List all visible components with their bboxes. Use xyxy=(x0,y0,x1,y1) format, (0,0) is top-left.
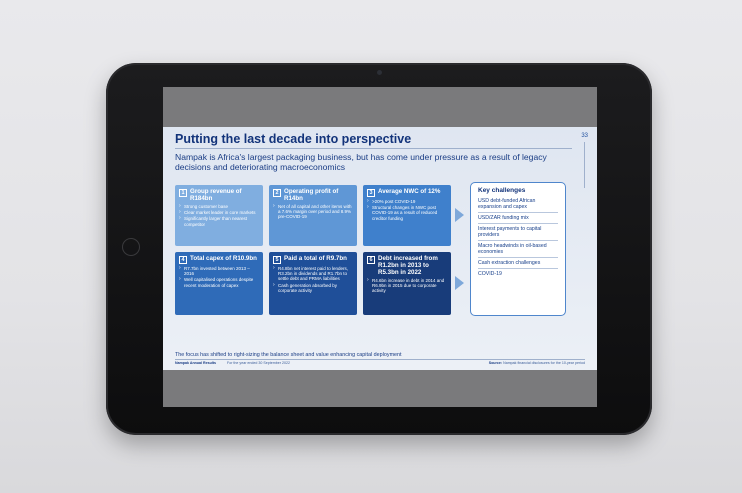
card-paid-total xyxy=(269,252,357,315)
key-challenge-item: Interest payments to capital providers xyxy=(478,224,558,241)
card-number: 3 xyxy=(367,189,375,197)
card-bullet: › R4.6bn increase in debt in 2014 and R6.9bn in 2015 due to corporate activity xyxy=(367,278,447,294)
arrow-right-icon xyxy=(455,276,464,290)
footer-source-label: Source: xyxy=(488,361,503,365)
tablet-device xyxy=(106,63,652,435)
card-title: Average NWC of 12% xyxy=(378,188,441,195)
footer-period: For the year ended 30 September 2022 xyxy=(227,361,290,365)
card-bullet: › Net of all capital and other items with a 7.6% margin over period and 8.9% pre-COVID-19 xyxy=(273,204,353,220)
key-challenge-item: USD debt-funded African expansion and capex xyxy=(478,196,558,213)
arrow-right-icon xyxy=(455,208,464,222)
card-bullet: › R7.7bn invested between 2013 – 2016 xyxy=(179,266,259,276)
card-number: 2 xyxy=(273,189,281,197)
card-average-nwc xyxy=(363,185,451,246)
card-bullet: › >20% post COVID-19 xyxy=(367,199,447,204)
card-title: Total capex of R10.9bn xyxy=(190,255,257,262)
card-number: 4 xyxy=(179,256,187,264)
card-bullet: › Cash generation absorbed by corporate activity xyxy=(273,283,353,293)
key-challenge-item: COVID-19 xyxy=(478,271,502,277)
key-challenges-title: Key challenges xyxy=(478,187,526,194)
card-number: 5 xyxy=(273,256,281,264)
slide-subtitle: Nampak is Africa's largest packaging business, but has come under pressure as a result of legacy decisions and deteriorating macroeconomics xyxy=(175,152,547,172)
card-title: Group revenue of R184bn xyxy=(190,188,242,202)
card-bullet: › Structural changes in NWC post COVID-19 as a result of reduced creditor funding xyxy=(367,205,447,221)
footer-source xyxy=(489,361,585,365)
card-title: Paid a total of R9.7bn xyxy=(284,255,347,262)
card-bullet: › Well capitalised operations despite recent moderation of capex xyxy=(179,277,259,287)
key-challenge-item: USD/ZAR funding mix xyxy=(478,213,558,224)
key-challenge-item: Macro headwinds in oil-based economies xyxy=(478,241,558,258)
card-total-capex xyxy=(175,252,263,315)
page-number: 33 xyxy=(581,133,588,139)
key-challenges-panel xyxy=(470,182,566,316)
tablet-screen xyxy=(163,87,597,407)
card-bullet: › Strong customer base xyxy=(179,204,259,209)
footer-source-text: Nampak financial disclosures for the 10-year period xyxy=(503,361,585,365)
presentation-slide xyxy=(163,127,597,370)
card-bullet: › Significantly larger than nearest competitor xyxy=(179,216,259,226)
title-divider xyxy=(175,148,572,149)
card-number: 6 xyxy=(367,256,375,264)
side-divider xyxy=(584,142,585,188)
card-operating-profit xyxy=(269,185,357,246)
home-button[interactable] xyxy=(122,238,140,256)
footer-company: Nampak Annual Results xyxy=(175,361,217,365)
key-challenge-item: Cash extraction challenges xyxy=(478,258,558,269)
card-title: Operating profit of R14bn xyxy=(284,188,339,202)
focus-statement: The focus has shifted to right-sizing the balance sheet and value enhancing capital deployment xyxy=(175,352,402,358)
slide-title: Putting the last decade into perspective xyxy=(175,132,412,146)
card-title: Debt increased from R1.2bn in 2013 to R5.3bn in 2022 xyxy=(378,255,438,276)
card-number: 1 xyxy=(179,189,187,197)
card-bullet: › Clear market leader in core markets xyxy=(179,210,259,215)
camera-icon xyxy=(377,70,382,75)
card-bullet: › R4.8bn net interest paid to lenders, R3.2bn in dividends and R1.7bn to settle debt and PRMA liabilities xyxy=(273,266,353,282)
footer-divider xyxy=(175,359,585,360)
card-group-revenue xyxy=(175,185,263,246)
footer-left xyxy=(175,361,290,365)
card-debt-increased xyxy=(363,252,451,315)
